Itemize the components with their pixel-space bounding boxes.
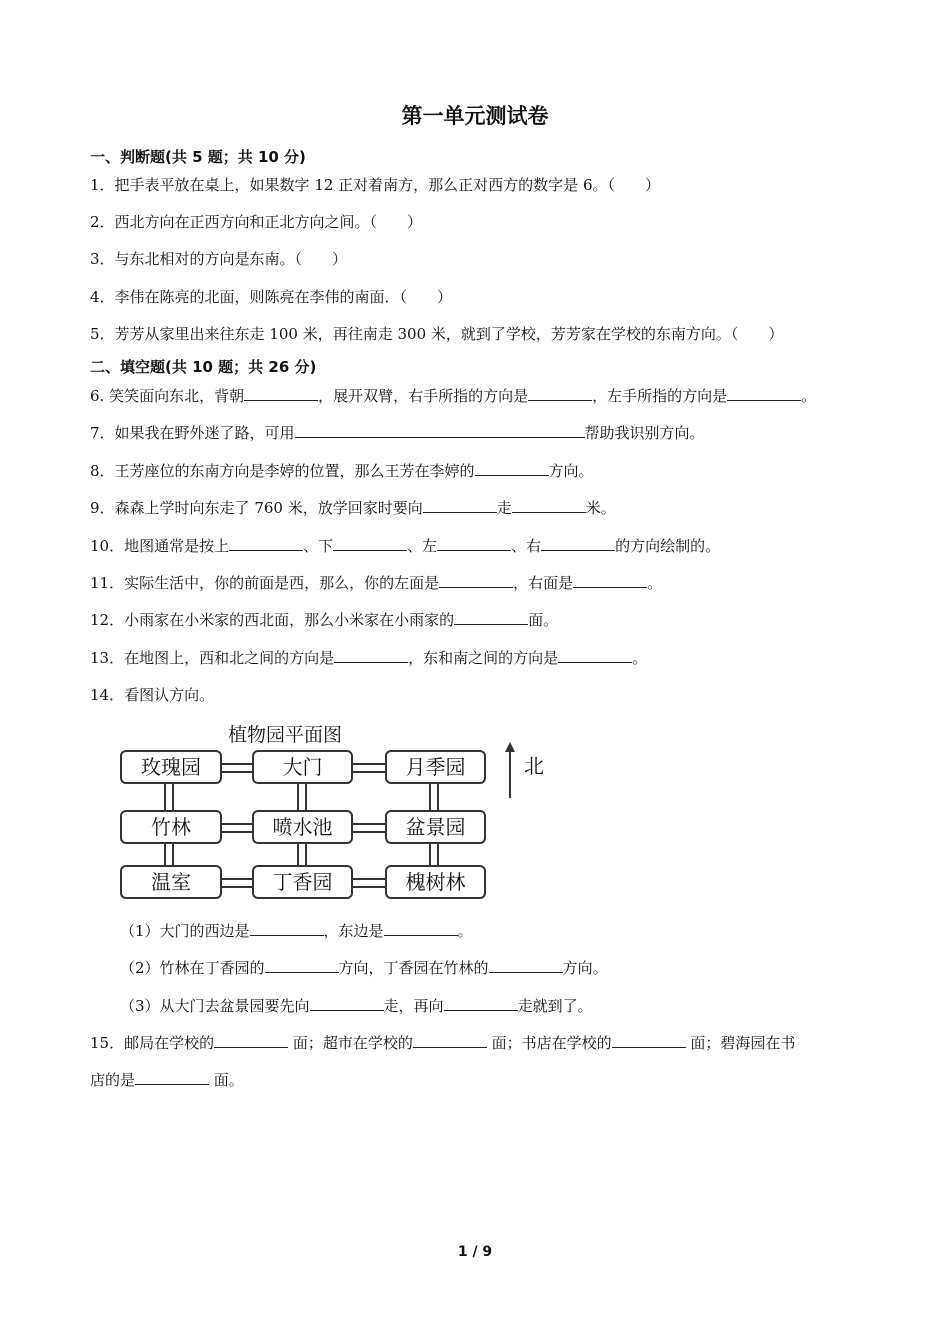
diagram-title: 植物园平面图 xyxy=(228,724,343,746)
path-connector xyxy=(220,823,252,833)
page-number: 1 / 9 xyxy=(457,1244,493,1260)
answer-blank[interactable] xyxy=(334,647,408,663)
answer-blank[interactable] xyxy=(528,385,592,401)
garden-map-diagram xyxy=(118,716,558,906)
question-10 xyxy=(90,535,720,557)
question-6-text-c: ，左手所指的方向是 xyxy=(592,387,728,405)
question-14-3 xyxy=(120,995,593,1017)
question-10-text-b: 、下 xyxy=(303,537,334,555)
question-15-cont-text-b: 面。 xyxy=(209,1071,244,1089)
question-14: 14．看图认方向。 xyxy=(90,686,215,704)
section-heading-true-false: 一、判断题(共 5 题；共 10 分) xyxy=(90,148,306,166)
answer-blank[interactable] xyxy=(612,1032,686,1048)
answer-blank[interactable] xyxy=(444,995,518,1011)
answer-blank[interactable] xyxy=(244,385,318,401)
question-15-text-d: 面；碧海园在书 xyxy=(685,1034,796,1052)
question-11-text-c: 。 xyxy=(647,574,663,592)
path-connector xyxy=(220,878,252,888)
question-15 xyxy=(90,1032,795,1054)
answer-blank[interactable] xyxy=(541,535,615,551)
question-9-text-c: 米。 xyxy=(585,499,616,517)
answer-blank[interactable] xyxy=(333,535,407,551)
path-connector xyxy=(220,763,252,773)
map-box-china-rose-garden: 月季园 xyxy=(385,750,486,784)
answer-blank[interactable] xyxy=(439,572,513,588)
map-box-fountain: 喷水池 xyxy=(252,810,353,844)
question-8-text-a: 8．王芳座位的东南方向是李婷的位置，那么王芳在李婷的 xyxy=(90,462,475,480)
question-2: 2．西北方向在正西方向和正北方向之间。（ ） xyxy=(90,213,423,231)
question-14-1-text-a: （1）大门的西边是 xyxy=(120,922,250,940)
question-8-text-b: 方向。 xyxy=(548,462,594,480)
question-10-text-a: 10．地图通常是按上 xyxy=(90,537,230,555)
answer-blank[interactable] xyxy=(135,1069,209,1085)
question-14-1-text-b: ，东边是 xyxy=(323,922,384,940)
question-13-text-a: 13．在地图上，西和北之间的方向是 xyxy=(90,649,335,667)
map-box-lilac-garden: 丁香园 xyxy=(252,865,353,899)
question-9-text-b: 走 xyxy=(496,499,512,517)
path-connector xyxy=(351,763,385,773)
answer-blank[interactable] xyxy=(250,920,324,936)
section-heading-fill-blank: 二、填空题(共 10 题；共 26 分) xyxy=(90,358,317,376)
question-1: 1．把手表平放在桌上，如果数字 12 正对着南方，那么正对西方的数字是 6。（ ） xyxy=(90,176,660,194)
answer-blank[interactable] xyxy=(265,957,339,973)
answer-blank[interactable] xyxy=(413,1032,487,1048)
map-box-rose-garden: 玫瑰园 xyxy=(120,750,222,784)
answer-blank[interactable] xyxy=(489,957,563,973)
answer-blank[interactable] xyxy=(423,497,497,513)
question-11-text-b: ，右面是 xyxy=(513,574,574,592)
path-connector xyxy=(429,843,439,865)
question-14-1-text-c: 。 xyxy=(457,922,473,940)
question-13 xyxy=(90,647,647,669)
question-15-text-c: 面；书店在学校的 xyxy=(486,1034,612,1052)
question-10-text-d: 、右 xyxy=(511,537,542,555)
page-title: 第一单元测试卷 xyxy=(401,104,549,128)
question-6-text-d: 。 xyxy=(801,387,817,405)
question-14-2-text-a: （2）竹林在丁香园的 xyxy=(120,959,265,977)
question-14-3-text-b: 走，再向 xyxy=(383,997,444,1015)
question-9 xyxy=(90,497,616,519)
question-7 xyxy=(90,422,705,444)
question-7-text-a: 7．如果我在野外迷了路，可用 xyxy=(90,424,295,442)
question-14-2-text-b: 方向，丁香园在竹林的 xyxy=(338,959,489,977)
question-10-text-e: 的方向绘制的。 xyxy=(615,537,721,555)
question-12-text-b: 面。 xyxy=(528,611,559,629)
map-box-locust-grove: 槐树林 xyxy=(385,865,486,899)
answer-blank[interactable] xyxy=(310,995,384,1011)
path-connector xyxy=(297,783,307,810)
question-14-2-text-c: 方向。 xyxy=(562,959,608,977)
question-13-text-b: ，东和南之间的方向是 xyxy=(408,649,559,667)
question-15-cont-text-a: 店的是 xyxy=(90,1071,136,1089)
question-15-continued xyxy=(90,1069,244,1091)
question-10-text-c: 、左 xyxy=(407,537,438,555)
question-15-text-a: 15．邮局在学校的 xyxy=(90,1034,215,1052)
question-11-text-a: 11．实际生活中，你的前面是西，那么，你的左面是 xyxy=(90,574,440,592)
question-14-2 xyxy=(120,957,608,979)
answer-blank[interactable] xyxy=(454,609,528,625)
answer-blank[interactable] xyxy=(295,422,585,438)
question-9-text-a: 9．森森上学时向东走了 760 米，放学回家时要向 xyxy=(90,499,423,517)
question-5: 5．芳芳从家里出来往东走 100 米，再往南走 300 米，就到了学校，芳芳家在学校的东南方向。（ ） xyxy=(90,325,784,343)
answer-blank[interactable] xyxy=(384,920,458,936)
question-12-text-a: 12．小雨家在小米家的西北面，那么小米家在小雨家的 xyxy=(90,611,455,629)
map-box-greenhouse: 温室 xyxy=(120,865,222,899)
question-8 xyxy=(90,460,594,482)
question-6 xyxy=(90,385,816,407)
answer-blank[interactable] xyxy=(727,385,801,401)
path-connector xyxy=(351,878,385,888)
map-box-main-gate: 大门 xyxy=(252,750,353,784)
path-connector xyxy=(164,843,174,865)
question-13-text-c: 。 xyxy=(632,649,648,667)
answer-blank[interactable] xyxy=(214,1032,288,1048)
path-connector xyxy=(297,843,307,865)
question-11 xyxy=(90,572,662,594)
question-6-text-b: ，展开双臂，右手所指的方向是 xyxy=(318,387,529,405)
question-4: 4．李伟在陈亮的北面，则陈亮在李伟的南面．（ ） xyxy=(90,288,453,306)
question-14-1 xyxy=(120,920,473,942)
answer-blank[interactable] xyxy=(512,497,586,513)
question-15-text-b: 面；超市在学校的 xyxy=(288,1034,413,1052)
north-label: 北 xyxy=(524,754,544,778)
answer-blank[interactable] xyxy=(573,572,647,588)
path-connector xyxy=(351,823,385,833)
north-arrow-icon xyxy=(504,742,516,803)
answer-blank[interactable] xyxy=(558,647,632,663)
map-box-bonsai-garden: 盆景园 xyxy=(385,810,486,844)
answer-blank[interactable] xyxy=(437,535,511,551)
answer-blank[interactable] xyxy=(475,460,549,476)
map-box-bamboo-grove: 竹林 xyxy=(120,810,222,844)
answer-blank[interactable] xyxy=(229,535,303,551)
question-6-text-a: 6. 笑笑面向东北，背朝 xyxy=(90,387,245,405)
question-12 xyxy=(90,609,558,631)
path-connector xyxy=(429,783,439,810)
question-14-3-text-c: 走就到了。 xyxy=(517,997,593,1015)
question-14-3-text-a: （3）从大门去盆景园要先向 xyxy=(120,997,310,1015)
question-3: 3．与东北相对的方向是东南。（ ） xyxy=(90,250,348,268)
path-connector xyxy=(164,783,174,810)
question-7-text-b: 帮助我识别方向。 xyxy=(584,424,705,442)
